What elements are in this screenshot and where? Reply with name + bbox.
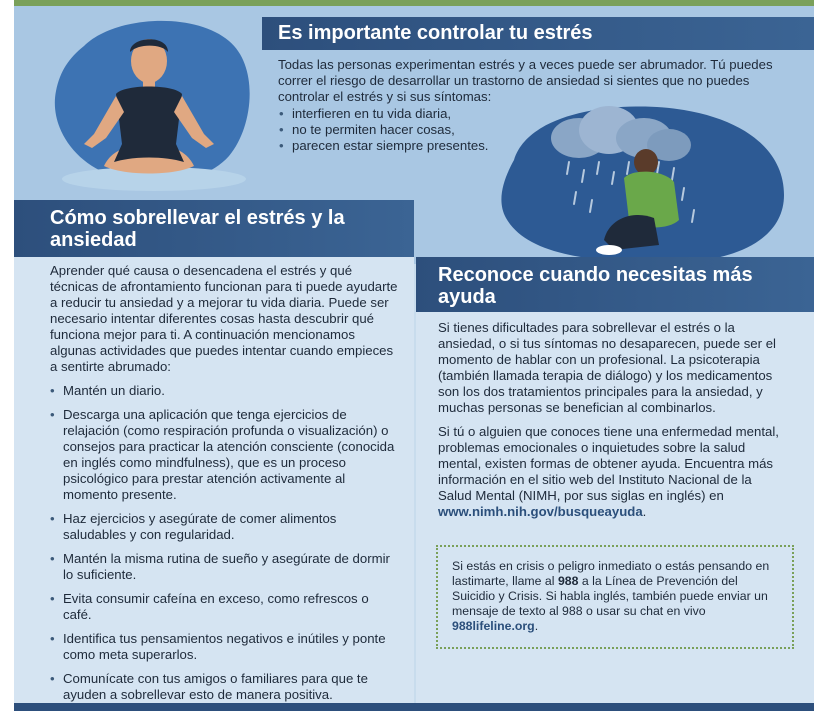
coping-heading-bar (14, 200, 414, 257)
intro-paragraph: Todas las personas experimentan estrés y a veces puede ser abrumador. Tú puedes correr el riesgo de desarrollar un trastorno de ansiedad si sientes que no puedes controlar el estrés y si sus síntomas: (278, 57, 773, 104)
list-item: • Descarga una aplicación que tenga ejercicios de relajación (como respiración profunda o visualización) o consejos para practicar la atención consciente (conocida en inglés como mindfulness), que es un proceso psicológico para prestar atención activamente al momento presente. (50, 407, 400, 503)
coping-text (50, 263, 400, 711)
flyer-page (14, 0, 814, 711)
help-text (438, 320, 788, 528)
coping-list (50, 383, 400, 703)
list-item: • Comunícate con tus amigos o familiares para que te ayuden a sobrellevar esto de manera positiva. (50, 671, 400, 703)
nimh-link[interactable]: www.nimh.nih.gov/busqueayuda (438, 504, 643, 519)
crisis-text (452, 559, 782, 634)
help-heading-bar (416, 257, 814, 312)
list-item: • Mantén la misma rutina de sueño y asegúrate de dormir lo suficiente. (50, 551, 400, 583)
list-item: • parecen estar siempre presentes. (278, 138, 798, 154)
crisis-text-part2: a la Línea de Prevención del Suicidio y Crisis. Si habla inglés, también puede enviar un mensaje de texto al 988 o usar su chat en vivo (452, 574, 768, 618)
list-item: • Evita consumir cafeína en exceso, como refrescos o café. (50, 591, 400, 623)
coping-heading: Cómo sobrellevar el estrés y la ansiedad (50, 207, 345, 251)
bottom-accent-bar (14, 703, 814, 711)
list-item: • Identifica tus pensamientos negativos e inútiles y ponte como meta superarlos. (50, 631, 400, 663)
main-title-bar (262, 17, 814, 50)
list-item: • no te permiten hacer cosas, (278, 122, 798, 138)
page-title: Es importante controlar tu estrés (278, 22, 593, 44)
help-paragraph-2 (438, 424, 788, 520)
crisis-number: 988 (557, 574, 579, 588)
meditating-person-illustration (44, 16, 264, 191)
help-paragraph-2-end: . (642, 504, 647, 519)
crisis-text-part1: Si estás en crisis o peligro inmediato o estás pensando en lastimarte, llame al (452, 559, 770, 588)
crisis-text-end: . (534, 619, 539, 633)
help-heading: Reconoce cuando necesitas más ayuda (438, 264, 753, 308)
crisis-box (436, 545, 794, 649)
list-item: • Haz ejercicios y asegúrate de comer alimentos saludables y con regularidad. (50, 511, 400, 543)
coping-paragraph: Aprender qué causa o desencadena el estrés y qué técnicas de afrontamiento funcionan para ti puede ayudarte a reducir tu ansiedad y a mejorar tu vida diaria. Puede ser necesario intentar diferentes cosas hasta descubrir qué funciona mejor para ti. A continuación mencionamos algunas actividades que puedes intentar cuando empieces a sentirte abrumado: (50, 263, 398, 374)
help-paragraph-1: Si tienes dificultades para sobrellevar el estrés o la ansiedad, o si tus síntomas no desaparecen, puede ser el momento de hablar con un profesional. La psicoterapia (también llamada terapia de diálogo) y los medicamentos son los dos tratamientos principales para la ansiedad, y muchas personas se benefician al combinarlos. (438, 320, 776, 415)
lifeline-link[interactable]: 988lifeline.org (452, 619, 535, 633)
coping-section (14, 257, 414, 703)
help-section (416, 312, 814, 703)
rain-cloud-person-illustration (484, 100, 794, 265)
list-item: • interfieren en tu vida diaria, (278, 106, 798, 122)
help-paragraph-2-text: Si tú o alguien que conoces tiene una enfermedad mental, problemas emocionales o inquietudes sobre la salud mental, existen formas de obtener ayuda. Encuentra más información en el sitio web del Instituto Nacional de la Salud Mental (NIMH, por sus siglas en inglés) en (438, 424, 779, 503)
list-item: • Mantén un diario. (50, 383, 400, 399)
